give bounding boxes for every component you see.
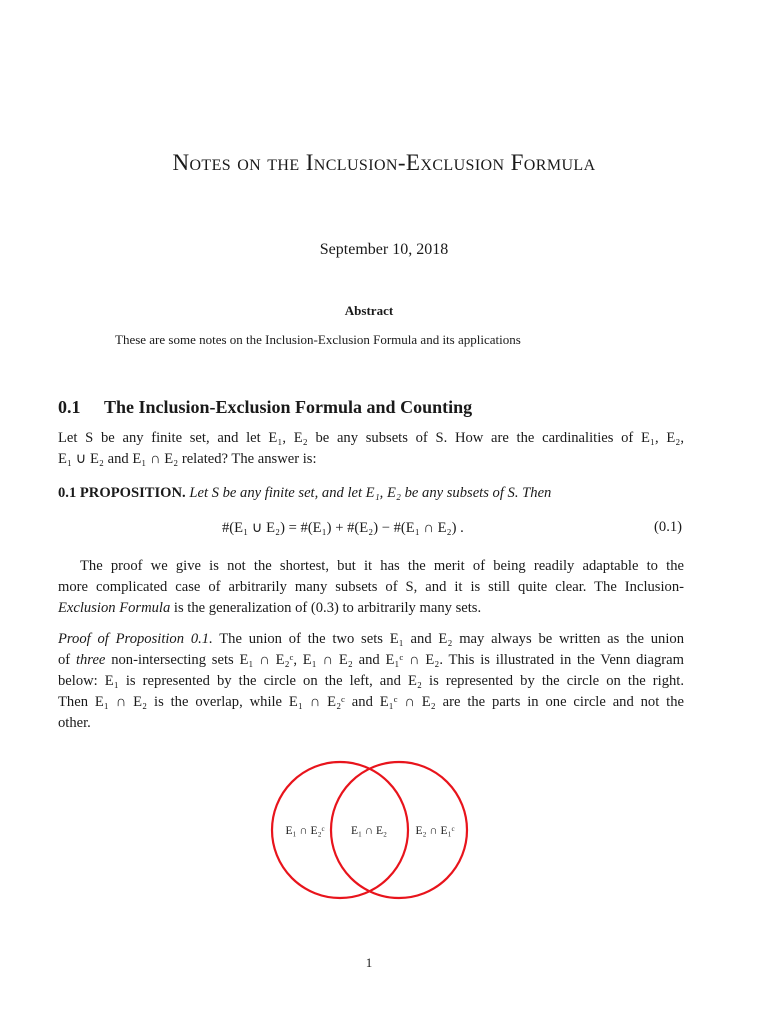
venn-diagram — [250, 750, 490, 910]
proposition-label: 0.1 PROPOSITION. — [58, 485, 186, 501]
proof-line-4: Then E₁ ∩ E₂ is the overlap, while E₁ ∩ E₂ᶜ and E₁ᶜ ∩ E₂ are the parts in one circle and not the — [58, 694, 684, 710]
proposition — [58, 483, 684, 504]
discussion-line-3: is the generalization of (0.3) to arbitrarily many sets. — [170, 600, 482, 616]
equation-number: (0.1) — [654, 519, 682, 535]
intro-line-1: Let S be any finite set, and let E₁, E₂ be any subsets of S. How are the cardinalities of E₁, E₂, — [58, 430, 684, 446]
venn-left-label: E₁ ∩ E₂ᶜ — [285, 825, 325, 837]
proof-line-2-pre: of — [58, 652, 76, 668]
proof-emphasis: three — [75, 652, 106, 668]
proof-label: Proof of Proposition 0.1. — [58, 631, 213, 647]
discussion-line-1: The proof we give is not the shortest, but it has the merit of being readily adaptable to the — [80, 558, 684, 574]
section-heading — [58, 397, 472, 418]
discussion-emphasis: Exclusion Formula — [58, 600, 171, 616]
intro-paragraph — [58, 428, 684, 470]
equation: #(E₁ ∪ E₂) = #(E₁) + #(E₂) − #(E₁ ∩ E₂) . — [222, 520, 464, 536]
venn-middle-label: E₁ ∩ E₂ — [350, 825, 388, 837]
discussion-paragraph — [58, 556, 684, 619]
section-title: The Inclusion-Exclusion Formula and Counting — [104, 397, 473, 417]
paper-date: September 10, 2018 — [319, 241, 449, 258]
abstract-heading: Abstract — [344, 303, 394, 318]
page-number: 1 — [365, 955, 373, 970]
paper-title: Notes on the Inclusion-Exclusion Formula — [172, 150, 596, 175]
discussion-line-2: more complicated case of arbitrarily many subsets of S, and it is still quite clear. The Inclusion- — [58, 579, 684, 595]
proof-line-3: below: E₁ is represented by the circle on the left, and E₂ is represented by the circle on the right. — [58, 673, 684, 689]
intro-line-2: E₁ ∪ E₂ and E₁ ∩ E₂ related? The answer is: — [58, 451, 317, 467]
proposition-statement: Let S be any finite set, and let E₁, E₂ be any subsets of S. Then — [189, 485, 552, 501]
proof-line-2: non-intersecting sets E₁ ∩ E₂ᶜ, E₁ ∩ E₂ and E₁ᶜ ∩ E₂. This is illustrated in the Venn diagram — [105, 652, 684, 668]
proof-line-5: other. — [58, 715, 91, 731]
proof-paragraph — [58, 629, 684, 734]
proof-line-1: The union of the two sets E₁ and E₂ may always be written as the union — [212, 631, 684, 647]
abstract-text: These are some notes on the Inclusion-Exclusion Formula and its applications — [115, 332, 521, 347]
venn-right-label: E₂ ∩ E₁ᶜ — [415, 825, 455, 837]
section-number: 0.1 — [58, 397, 81, 417]
